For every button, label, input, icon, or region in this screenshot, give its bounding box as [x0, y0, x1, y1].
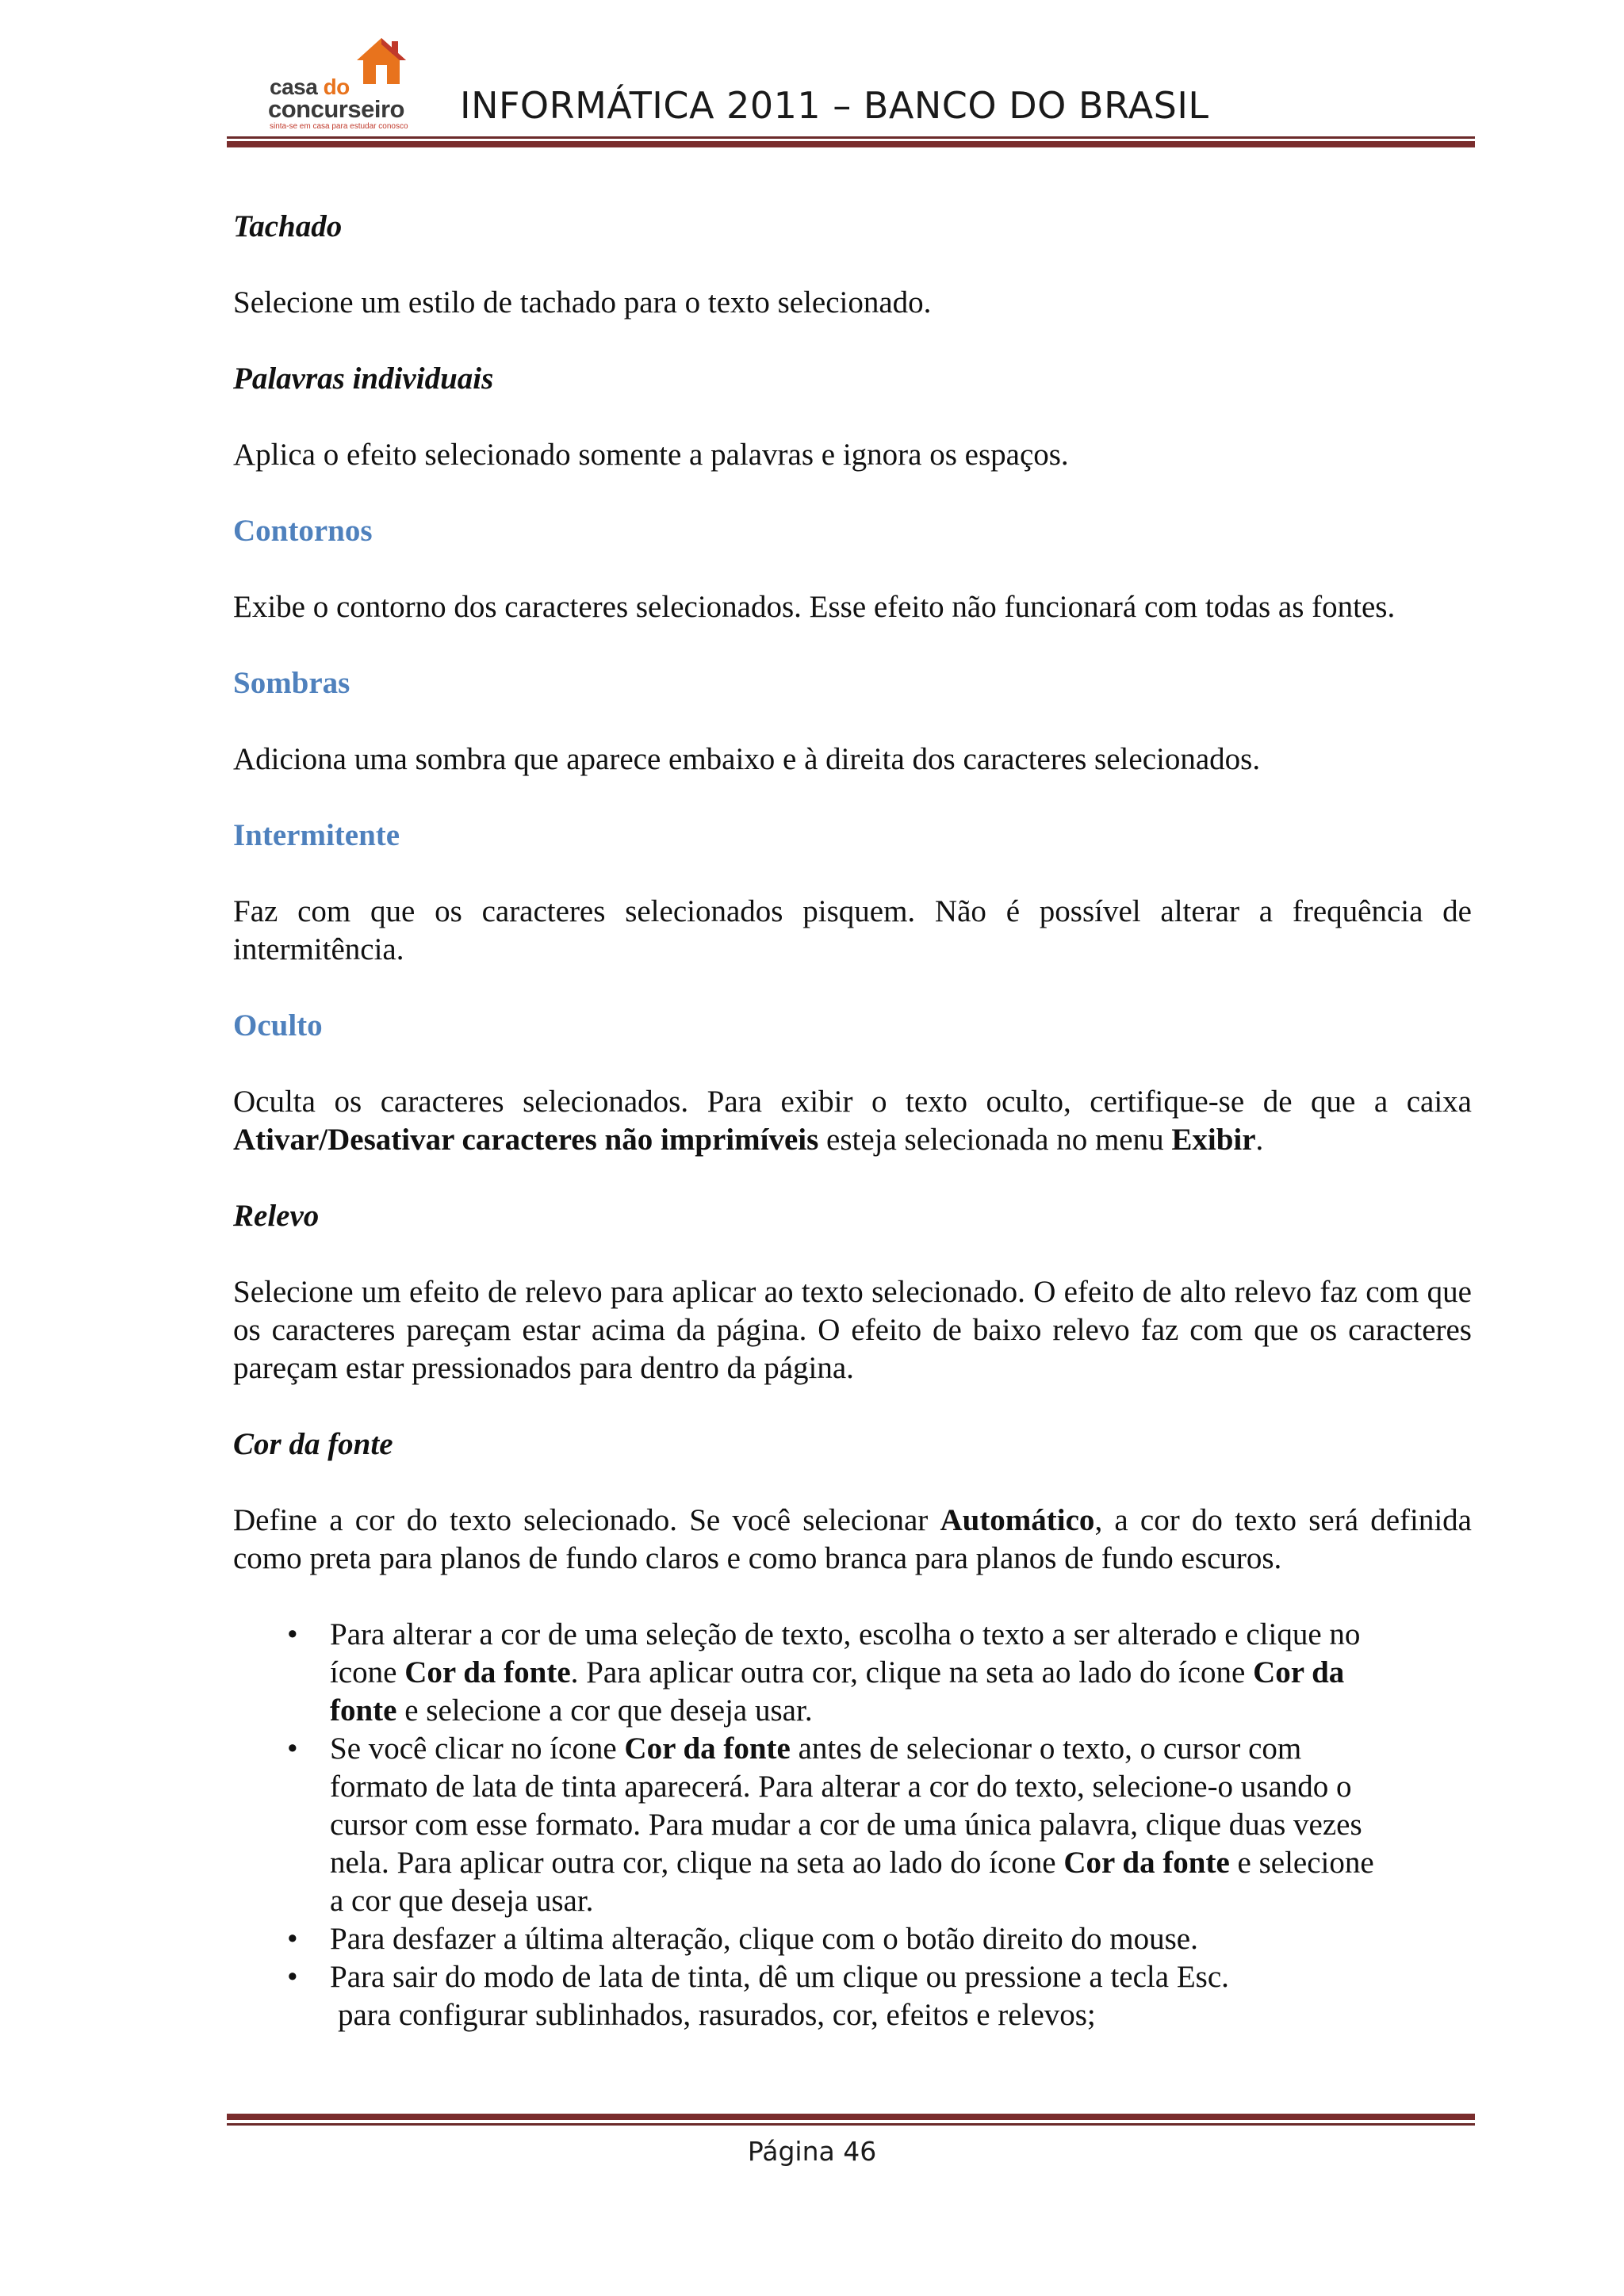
section-text-contornos: Exibe o contorno dos caracteres selecionados. Esse efeito não funcionará com todas as fontes. — [233, 590, 1396, 624]
casa-do-concurseiro-logo — [268, 36, 408, 131]
list-item: • Se você clicar no ícone Cor da fonte antes de selecionar o texto, o cursor com formato de lata de tinta aparecerá. Para alterar a cor do texto, selecione-o usando o cursor com esse formato. Para mudar a cor de uma única palavra, clique duas vezes nela. Para aplicar outra cor, clique na seta ao lado do ícone Cor da fonte e selecione a cor que deseja usar. — [287, 1732, 1374, 1918]
header-rule-thin — [227, 136, 1475, 139]
logo-tagline: sinta-se em casa para estudar conosco — [270, 122, 408, 131]
section-heading-cor-da-fonte: Cor da fonte — [233, 1427, 393, 1461]
section-text-palavras: Aplica o efeito selecionado somente a palavras e ignora os espaços. — [233, 438, 1069, 472]
section-text-cor-da-fonte: Define a cor do texto selecionado. Se você selecionar Automático, a cor do texto será definida como preta para planos de fundo claros e como branca para planos de fundo escuros. — [233, 1503, 1472, 1575]
list-item: • Para desfazer a última alteração, clique com o botão direito do mouse. — [233, 1920, 1383, 1958]
section-text-sombras: Adiciona uma sombra que aparece embaixo e à direita dos caracteres selecionados. — [233, 742, 1261, 776]
page-number: Página 46 — [747, 2136, 877, 2167]
section-heading-contornos: Contornos — [233, 514, 373, 548]
section-text-relevo: Selecione um efeito de relevo para aplicar ao texto selecionado. O efeito de alto relevo faz com que os caracteres pareçam estar acima da página. O efeito de baixo relevo faz com que os caracteres pareçam estar pressionados para dentro da página. — [233, 1275, 1472, 1385]
section-heading-palavras: Palavras individuais — [233, 362, 494, 396]
house-logo-icon — [355, 36, 408, 86]
section-text-intermitente: Faz com que os caracteres selecionados pisquem. Não é possível alterar a frequência de intermitência. — [233, 894, 1472, 966]
bullet-list — [233, 1616, 1383, 2034]
section-heading-sombras: Sombras — [233, 666, 350, 700]
trailing-text: para configurar sublinhados, rasurados, cor, efeitos e relevos; — [338, 1998, 1096, 2032]
section-heading-relevo: Relevo — [233, 1199, 320, 1233]
section-text-oculto: Oculta os caracteres selecionados. Para exibir o texto oculto, certifique-se de que a caixa Ativar/Desativar caracteres não imprimíveis esteja selecionada no menu Exibir. — [233, 1085, 1472, 1157]
list-item: • Para alterar a cor de uma seleção de texto, escolha o texto a ser alterado e clique no ícone Cor da fonte. Para aplicar outra cor, clique na seta ao lado do ícone Cor da fonte e selecione a cor que deseja usar. — [287, 1617, 1361, 1728]
section-text-tachado: Selecione um estilo de tachado para o texto selecionado. — [233, 285, 932, 320]
footer-rule-thin — [227, 2123, 1475, 2126]
logo-name-text: concurseiro — [268, 95, 404, 123]
bullet-icon: • — [287, 1732, 298, 1766]
page-content — [233, 208, 1472, 2034]
bullet-icon: • — [287, 1617, 298, 1651]
logo-casa-text: casa do — [270, 75, 350, 99]
section-heading-oculto: Oculto — [233, 1008, 323, 1043]
bullet-icon: • — [287, 1960, 298, 1994]
footer-rule-thick — [227, 2114, 1475, 2120]
header-rule-thick — [227, 141, 1475, 147]
header-title: INFORMÁTICA 2011 – BANCO DO BRASIL — [460, 84, 1209, 127]
bullet-icon: • — [287, 1922, 298, 1956]
section-heading-tachado: Tachado — [233, 209, 343, 243]
section-heading-intermitente: Intermitente — [233, 818, 400, 852]
list-item: • Para sair do modo de lata de tinta, dê um clique ou pressione a tecla Esc. — [233, 1958, 1383, 1996]
